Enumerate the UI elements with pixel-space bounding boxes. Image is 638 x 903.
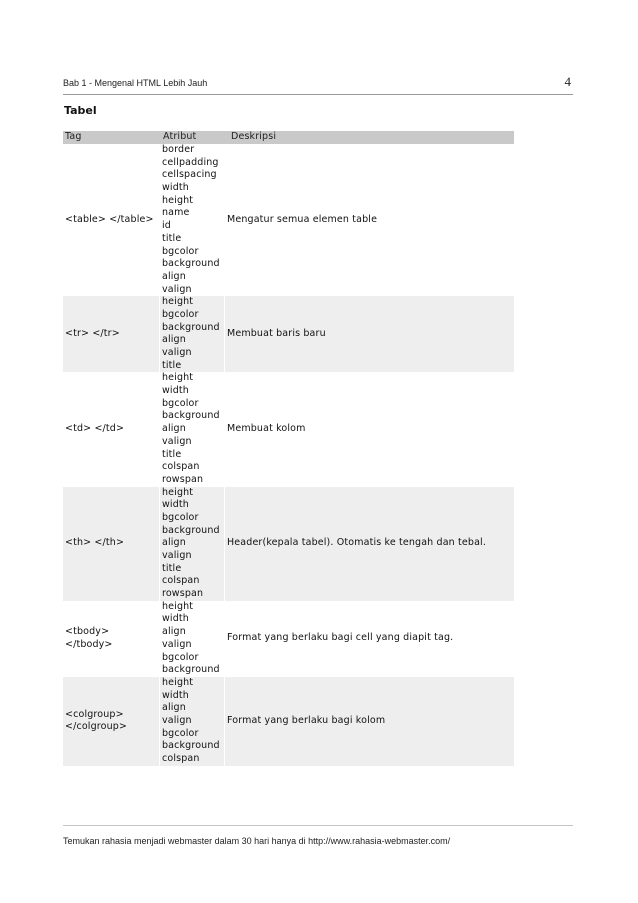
description-cell bbox=[225, 601, 514, 677]
attribute-name: height bbox=[162, 676, 194, 688]
description-text: Membuat baris baru bbox=[227, 327, 326, 339]
attribute-name: height bbox=[162, 486, 194, 498]
tag-cell bbox=[63, 601, 159, 677]
attribute-cell bbox=[159, 296, 225, 372]
table-body bbox=[63, 144, 514, 766]
tag-cell bbox=[63, 372, 159, 486]
attribute-name: height bbox=[162, 600, 194, 612]
attribute-name: align bbox=[162, 702, 186, 714]
attribute-name: colspan bbox=[162, 575, 200, 587]
tag-name: <tr> </tr> bbox=[65, 327, 120, 339]
attribute-name: height bbox=[162, 296, 194, 308]
attribute-name: width bbox=[162, 499, 189, 511]
table-row bbox=[63, 296, 514, 372]
attribute-name: title bbox=[162, 562, 182, 574]
attribute-name: bgcolor bbox=[162, 245, 199, 257]
description-text: Mengatur semua elemen table bbox=[227, 213, 378, 225]
attribute-name: bgcolor bbox=[162, 651, 199, 663]
attribute-cell bbox=[159, 144, 225, 296]
table-row bbox=[63, 601, 514, 677]
footer-text: Temukan rahasia menjadi webmaster dalam 30 hari hanya di http://www.rahasia-webmaster.com/ bbox=[63, 836, 451, 846]
attribute-name: rowspan bbox=[162, 473, 204, 485]
attribute-name: background bbox=[162, 664, 220, 676]
attribute-name: cellpadding bbox=[162, 156, 219, 168]
attribute-cell bbox=[159, 372, 225, 486]
attribute-name: background bbox=[162, 524, 220, 536]
section-title: Tabel bbox=[64, 104, 97, 117]
attribute-cell bbox=[159, 487, 225, 601]
description-cell bbox=[225, 487, 514, 601]
table-row bbox=[63, 372, 514, 486]
description-text: Header(kepala tabel). Otomatis ke tengah dan tebal. bbox=[227, 537, 487, 549]
attribute-name: id bbox=[162, 220, 171, 232]
description-cell bbox=[225, 144, 514, 296]
attribute-name: width bbox=[162, 689, 189, 701]
attribute-name: align bbox=[162, 423, 186, 435]
attribute-cell bbox=[159, 601, 225, 677]
attribute-name: rowspan bbox=[162, 588, 204, 600]
table-row bbox=[63, 677, 514, 766]
attribute-name: valign bbox=[162, 283, 192, 295]
attribute-cell bbox=[159, 677, 225, 766]
html-table-reference bbox=[63, 131, 514, 766]
description-text: Format yang berlaku bagi kolom bbox=[227, 714, 386, 726]
attribute-name: background bbox=[162, 321, 220, 333]
column-header-attribute: Atribut bbox=[163, 131, 197, 143]
attribute-name: bgcolor bbox=[162, 511, 199, 523]
attribute-name: background bbox=[162, 740, 220, 752]
attribute-name: align bbox=[162, 270, 186, 282]
attribute-name: cellspacing bbox=[162, 169, 217, 181]
attribute-name: align bbox=[162, 537, 186, 549]
attribute-name: valign bbox=[162, 347, 192, 358]
column-header-tag: Tag bbox=[65, 131, 82, 143]
attribute-name: height bbox=[162, 194, 194, 206]
tag-cell bbox=[63, 296, 159, 372]
table-row bbox=[63, 487, 514, 601]
attribute-name: align bbox=[162, 626, 186, 638]
page-number: 4 bbox=[564, 74, 571, 89]
attribute-name: name bbox=[162, 207, 190, 219]
column-header-description: Deskripsi bbox=[231, 131, 277, 143]
description-text: Membuat kolom bbox=[227, 423, 306, 435]
page-header bbox=[63, 74, 573, 95]
attribute-name: valign bbox=[162, 714, 192, 726]
attribute-name: width bbox=[162, 182, 189, 194]
attribute-name: width bbox=[162, 385, 189, 397]
attribute-name: colspan bbox=[162, 461, 200, 473]
description-text: Format yang berlaku bagi cell yang diapit tag. bbox=[227, 632, 454, 644]
attribute-name: border bbox=[162, 144, 195, 155]
attribute-name: title bbox=[162, 448, 182, 460]
attribute-name: background bbox=[162, 410, 220, 422]
table-header-row bbox=[63, 131, 514, 144]
attribute-name: bgcolor bbox=[162, 727, 199, 739]
attribute-name: valign bbox=[162, 638, 192, 650]
attribute-name: valign bbox=[162, 550, 192, 561]
page-footer bbox=[63, 825, 573, 846]
attribute-name: width bbox=[162, 613, 189, 625]
tag-name: <td> </td> bbox=[65, 423, 125, 435]
attribute-name: colspan bbox=[162, 753, 200, 764]
attribute-name: bgcolor bbox=[162, 308, 199, 320]
attribute-name: height bbox=[162, 372, 194, 384]
description-cell bbox=[225, 677, 514, 766]
table-row bbox=[63, 144, 514, 296]
description-cell bbox=[225, 372, 514, 486]
tag-cell bbox=[63, 487, 159, 601]
attribute-name: align bbox=[162, 334, 186, 346]
attribute-name: title bbox=[162, 232, 182, 244]
tag-cell bbox=[63, 144, 159, 296]
attribute-name: bgcolor bbox=[162, 397, 199, 409]
attribute-name: background bbox=[162, 258, 220, 270]
attribute-name: title bbox=[162, 359, 182, 371]
tag-name: <th> </th> bbox=[65, 537, 125, 549]
tag-cell bbox=[63, 677, 159, 766]
description-cell bbox=[225, 296, 514, 372]
attribute-name: valign bbox=[162, 435, 192, 447]
chapter-title: Bab 1 - Mengenal HTML Lebih Jauh bbox=[63, 78, 208, 88]
tag-name: <colgroup> </colgroup> bbox=[65, 708, 128, 733]
tag-name: <table> </table> bbox=[65, 213, 154, 225]
tag-name: <tbody> </tbody> bbox=[65, 626, 113, 650]
